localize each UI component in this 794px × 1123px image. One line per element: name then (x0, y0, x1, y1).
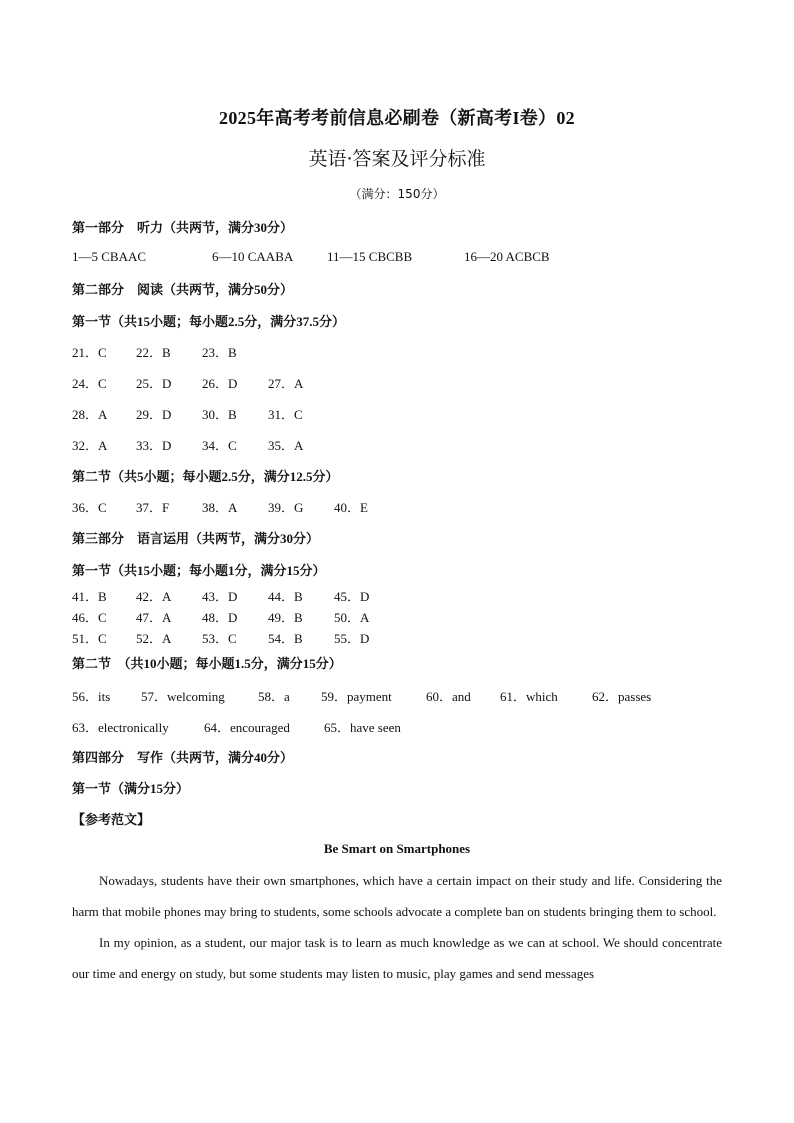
part3-section1-heading: 第一节（共15小题；每小题1分，满分15分） (72, 563, 326, 578)
answer-item: 41．B (72, 589, 107, 604)
essay-paragraph: In my opinion, as a student, our major task is to learn as much knowledge as we can at school. We should concentrate our time and energy on study, but some students may listen to music, play games and send messages (72, 935, 722, 981)
sample-essay-label: 【参考范文】 (72, 812, 151, 827)
answer-item: 53．C (202, 631, 237, 646)
answer-item: 56．its (72, 689, 111, 704)
answer-item: 46．C (72, 610, 107, 625)
answer-group: 16—20 ACBCB (464, 249, 550, 264)
answer-item: 44．B (268, 589, 303, 604)
answer-item: 37．F (136, 500, 170, 515)
answer-item: 54．B (268, 631, 303, 646)
answer-item: 43．D (202, 589, 238, 604)
answer-item: 51．C (72, 631, 107, 646)
answer-item: 26．D (202, 376, 238, 391)
answer-item: 29．D (136, 407, 172, 422)
answer-item: 59．payment (321, 689, 392, 704)
part3-heading: 第三部分 语言运用（共两节，满分30分） (72, 531, 320, 546)
answer-item: 30．B (202, 407, 237, 422)
page-title: 2025年高考考前信息必刷卷（新高考I卷）02 (219, 108, 575, 128)
answer-item: 55．D (334, 631, 370, 646)
answer-item: 60．and (426, 689, 471, 704)
answer-item: 35．A (268, 438, 304, 453)
part4-section1-heading: 第一节（满分15分） (72, 781, 190, 796)
part3-section2-heading: 第二节 （共10小题；每小题1.5分，满分15分） (72, 656, 342, 671)
answer-group: 1—5 CBAAC (72, 249, 147, 264)
essay-body (72, 865, 722, 989)
answer-item: 65．have seen (324, 720, 401, 735)
essay-paragraph: Nowadays, students have their own smartphones, which have a certain impact on their study and life. Considering the harm that mobile phones may bring to students, some schools advocate a complete ban on students bringing them to school. (72, 873, 722, 919)
answer-item: 23．B (202, 345, 237, 360)
answer-group: 6—10 CAABA (212, 249, 294, 264)
answer-item: 25．D (136, 376, 172, 391)
answer-item: 47．A (136, 610, 172, 625)
answer-item: 39．G (268, 500, 304, 515)
essay-title: Be Smart on Smartphones (323, 841, 471, 856)
answer-item: 63．electronically (72, 720, 169, 735)
answer-item: 58．a (258, 689, 290, 704)
answer-item: 34．C (202, 438, 237, 453)
answer-item: 45．D (334, 589, 370, 604)
answer-item: 27．A (268, 376, 304, 391)
answer-item: 24．C (72, 376, 107, 391)
part2-section2-heading: 第二节（共5小题；每小题2.5分，满分12.5分） (72, 469, 339, 484)
answer-item: 32．A (72, 438, 108, 453)
answer-item: 28．A (72, 407, 108, 422)
answer-item: 50．A (334, 610, 370, 625)
answer-item: 22．B (136, 345, 171, 360)
answer-item: 38．A (202, 500, 238, 515)
part4-heading: 第四部分 写作（共两节，满分40分） (72, 750, 294, 765)
answer-item: 42．A (136, 589, 172, 604)
part2-heading: 第二部分 阅读（共两节，满分50分） (72, 282, 294, 297)
answer-item: 40．E (334, 500, 368, 515)
part2-section1-heading: 第一节（共15小题；每小题2.5分，满分37.5分） (72, 314, 346, 329)
answer-item: 61．which (500, 689, 558, 704)
answer-item: 64．encouraged (204, 720, 290, 735)
answer-item: 36．C (72, 500, 107, 515)
answer-item: 21．C (72, 345, 107, 360)
answer-group: 11—15 CBCBB (327, 249, 413, 264)
answer-item: 49．B (268, 610, 303, 625)
answer-item: 52．A (136, 631, 172, 646)
answer-item: 57．welcoming (141, 689, 225, 704)
page-subtitle: 英语·答案及评分标准 (308, 148, 486, 170)
answer-item: 62．passes (592, 689, 652, 704)
part1-heading: 第一部分 听力（共两节，满分30分） (72, 220, 294, 235)
full-score: （满分：150分） (349, 187, 445, 201)
answer-item: 48．D (202, 610, 238, 625)
answer-item: 33．D (136, 438, 172, 453)
answer-item: 31．C (268, 407, 303, 422)
